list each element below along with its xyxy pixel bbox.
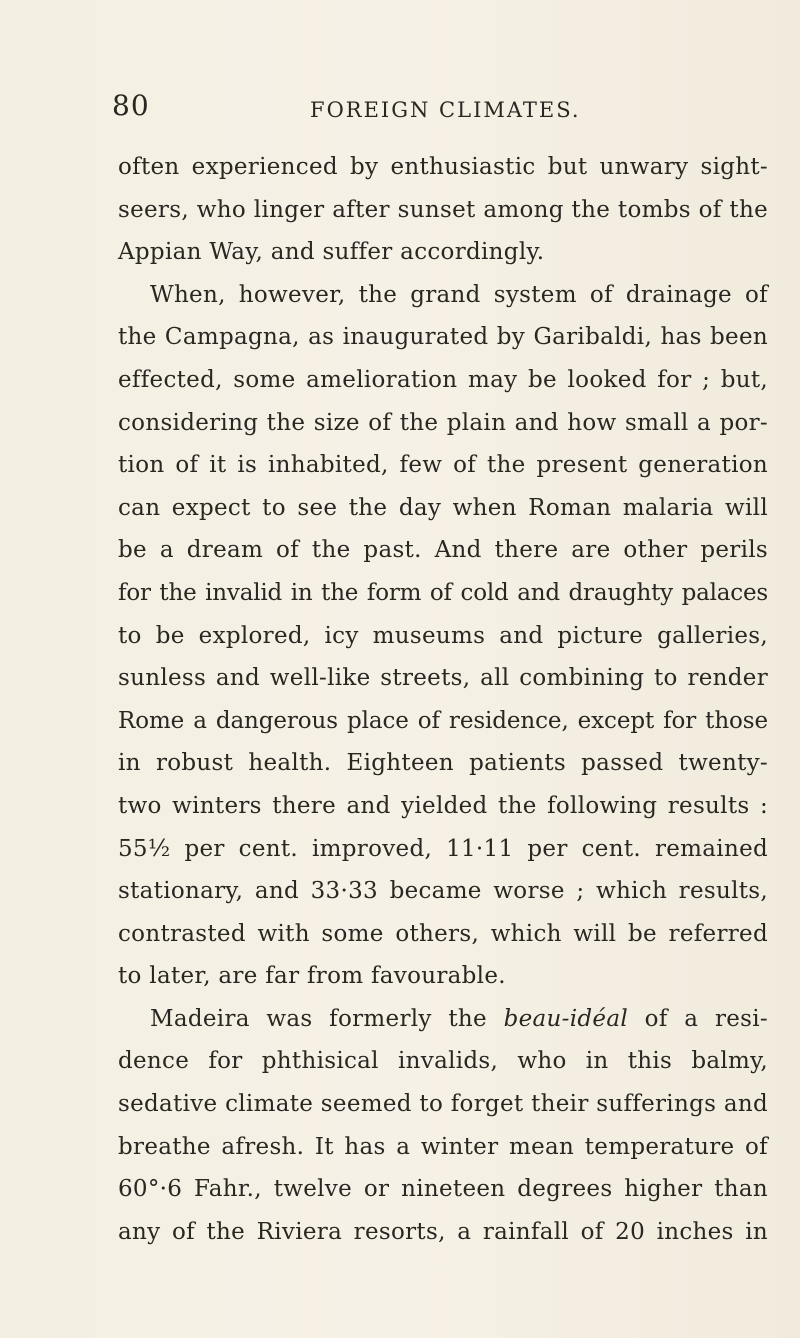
body-text xyxy=(118,146,768,1253)
text-line: in robust health. Eighteen patients passed twenty- xyxy=(118,750,768,777)
text-line xyxy=(118,998,768,1041)
text-line: often experienced by enthusiastic but unwary sight- xyxy=(118,154,768,180)
page-header xyxy=(0,86,800,126)
text-line: considering the size of the plain and how small a por- xyxy=(118,409,768,436)
italic-term: beau-idéal xyxy=(503,1005,628,1032)
text-line: be a dream of the past. And there are other perils xyxy=(118,537,768,564)
text-line: Appian Way, and suffer accordingly. xyxy=(118,239,545,266)
text-line: seers, who linger after sunset among the tombs of the xyxy=(118,196,768,223)
text-line: the Campagna, as inaugurated by Garibaldi, has been xyxy=(118,324,768,351)
text-line: stationary, and 33·33 became worse ; which results, xyxy=(118,878,768,905)
text-line: sedative climate seemed to forget their sufferings and xyxy=(118,1091,768,1118)
page-number: 80 xyxy=(112,89,150,122)
text-line: tion of it is inhabited, few of the present generation xyxy=(118,452,768,479)
text-span: of a resi- xyxy=(644,1005,768,1032)
text-line: sunless and well-like streets, all combining to render xyxy=(118,665,768,692)
text-line: to be explored, icy museums and picture galleries, xyxy=(118,622,768,649)
text-line: breathe afresh. It has a winter mean temperature of xyxy=(118,1133,768,1160)
text-line: effected, some amelioration may be looked for ; but, xyxy=(118,366,768,393)
text-line: Rome a dangerous place of residence, except for those xyxy=(118,707,768,734)
text-span: Madeira was formerly the xyxy=(150,1005,487,1032)
text-line: When, however, the grand system of drainage of xyxy=(150,281,768,308)
text-line: contrasted with some others, which will be referred xyxy=(118,920,768,947)
text-line: for the invalid in the form of cold and draughty palaces xyxy=(118,579,768,606)
text-line: 60°·6 Fahr., twelve or nineteen degrees higher than xyxy=(118,1176,768,1203)
text-line: 55½ per cent. improved, 11·11 per cent. remained xyxy=(118,835,768,862)
text-line: to later, are far from favourable. xyxy=(118,963,506,990)
text-line: any of the Riviera resorts, a rainfall of 20 inches in xyxy=(118,1218,768,1245)
text-line: can expect to see the day when Roman malaria will xyxy=(118,494,768,521)
text-line: dence for phthisical invalids, who in this balmy, xyxy=(118,1048,768,1075)
text-line: two winters there and yielded the following results : xyxy=(118,792,768,819)
running-head: FOREIGN CLIMATES. xyxy=(310,98,581,122)
